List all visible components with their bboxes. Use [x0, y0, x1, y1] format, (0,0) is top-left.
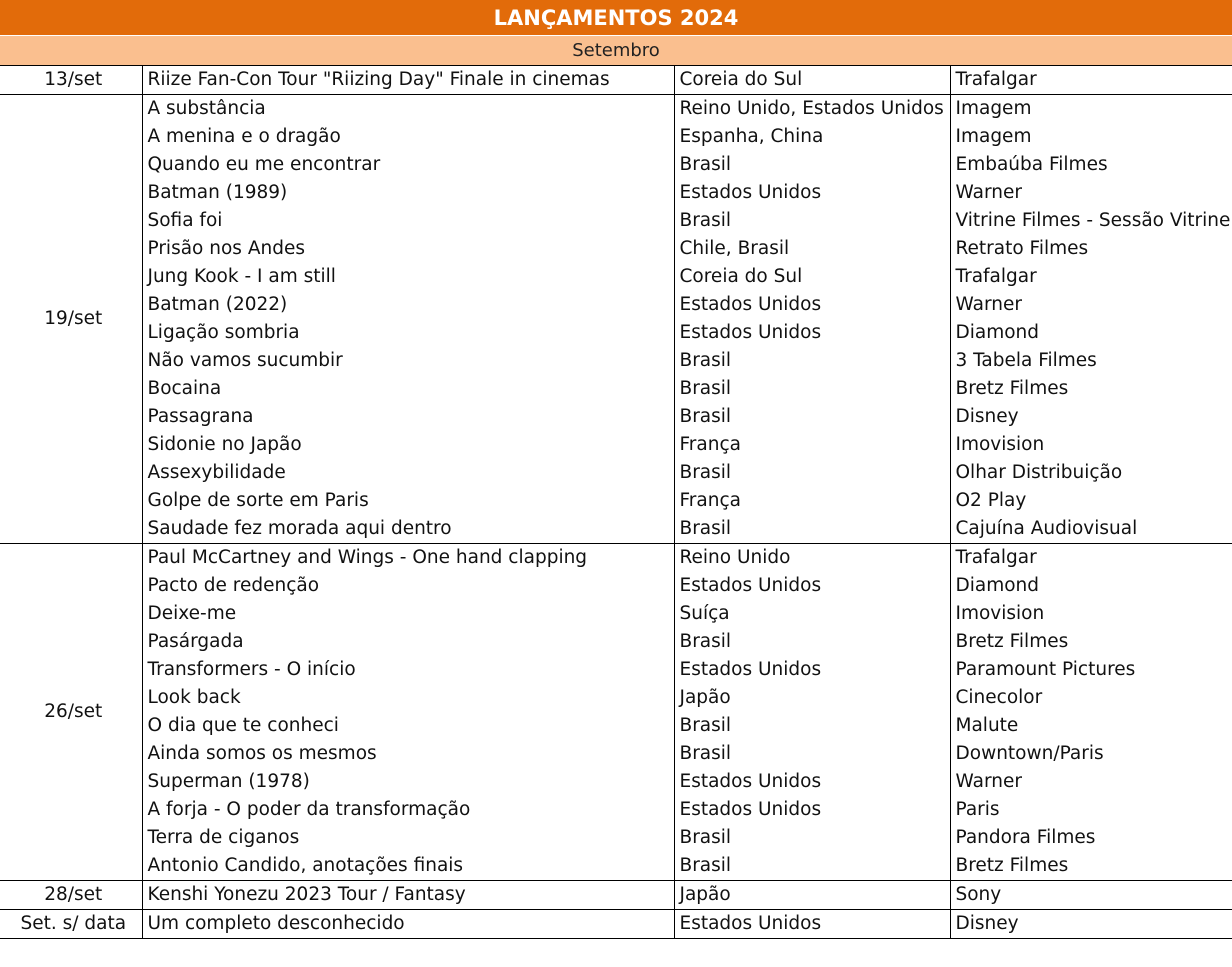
- distributor-cell: Imovision: [955, 434, 1045, 455]
- table-row: [0, 628, 1232, 656]
- table-row: [0, 375, 1232, 403]
- country-cell: Coreia do Sul: [674, 66, 950, 95]
- distributor-cell: Cinecolor: [955, 687, 1043, 708]
- movie-title-cell: Assexybilidade: [142, 459, 674, 487]
- distributor-cell: Imagem: [955, 98, 1032, 119]
- distributor-cell: Diamond: [955, 322, 1040, 343]
- distributor-cell: Paramount Pictures: [955, 659, 1136, 680]
- movie-title-cell: Deixe-me: [142, 600, 674, 628]
- country-cell: Japão: [674, 881, 950, 910]
- country-cell: Reino Unido, Estados Unidos: [674, 95, 950, 124]
- country-cell: França: [674, 431, 950, 459]
- table-row: [0, 852, 1232, 881]
- country-cell: Reino Unido: [674, 544, 950, 573]
- table-row: [0, 487, 1232, 515]
- table-row: [0, 544, 1232, 573]
- table-row: [0, 347, 1232, 375]
- table-row: [0, 319, 1232, 347]
- country-cell: Estados Unidos: [674, 179, 950, 207]
- movie-title-cell: Sidonie no Japão: [142, 431, 674, 459]
- table-row: [0, 207, 1232, 235]
- distributor-cell: Malute: [955, 715, 1019, 736]
- movie-title-cell: A forja - O poder da transformação: [142, 796, 674, 824]
- movie-title-cell: Ainda somos os mesmos: [142, 740, 674, 768]
- country-cell: Estados Unidos: [674, 656, 950, 684]
- table-row: [0, 881, 1232, 910]
- movie-title-cell: Passagrana: [142, 403, 674, 431]
- distributor-cell: Warner: [955, 182, 1022, 203]
- distributor-cell: Warner: [955, 294, 1022, 315]
- movie-title-cell: Paul McCartney and Wings - One hand clapping: [142, 544, 674, 573]
- distributor-cell: Bretz Filmes: [955, 631, 1069, 652]
- movie-title-cell: Batman (2022): [142, 291, 674, 319]
- movie-title-cell: Jung Kook - I am still: [142, 263, 674, 291]
- movie-title-cell: Não vamos sucumbir: [142, 347, 674, 375]
- movie-title-cell: Kenshi Yonezu 2023 Tour / Fantasy: [142, 881, 674, 910]
- release-date-cell: Set. s/ data: [0, 910, 142, 939]
- country-cell: Brasil: [674, 207, 950, 235]
- movie-title-cell: Transformers - O início: [142, 656, 674, 684]
- releases-table: [0, 66, 1232, 939]
- country-cell: Estados Unidos: [674, 572, 950, 600]
- country-cell: Brasil: [674, 852, 950, 881]
- country-cell: Japão: [674, 684, 950, 712]
- distributor-cell: Embaúba Filmes: [955, 154, 1108, 175]
- table-row: [0, 712, 1232, 740]
- movie-title-cell: Pasárgada: [142, 628, 674, 656]
- country-cell: Brasil: [674, 347, 950, 375]
- distributor-cell: Downtown/Paris: [955, 743, 1104, 764]
- distributor-cell: Cajuína Audiovisual: [950, 515, 1232, 544]
- distributor-cell: Vitrine Filmes - Sessão Vitrine: [955, 210, 1231, 231]
- table-row: [0, 291, 1232, 319]
- movie-title-cell: A menina e o dragão: [142, 123, 674, 151]
- distributor-cell: Disney: [955, 406, 1019, 427]
- distributor-cell: Sony: [950, 881, 1232, 910]
- movie-title-cell: Terra de ciganos: [142, 824, 674, 852]
- distributor-cell: Paris: [955, 799, 1000, 820]
- distributor-cell: Diamond: [955, 575, 1040, 596]
- movie-title-cell: Um completo desconhecido: [142, 910, 674, 939]
- movie-title-cell: Look back: [142, 684, 674, 712]
- table-row: [0, 66, 1232, 95]
- distributor-cell: Imagem: [955, 126, 1032, 147]
- movie-title-cell: Riize Fan-Con Tour "Riizing Day" Finale in cinemas: [142, 66, 674, 95]
- movie-title-cell: A substância: [142, 95, 674, 124]
- country-cell: Brasil: [674, 375, 950, 403]
- distributor-cell: Bretz Filmes: [955, 378, 1069, 399]
- country-cell: Brasil: [674, 403, 950, 431]
- distributor-cell: Olhar Distribuição: [955, 462, 1123, 483]
- country-cell: Brasil: [674, 712, 950, 740]
- movie-title-cell: Quando eu me encontrar: [142, 151, 674, 179]
- country-cell: Estados Unidos: [674, 319, 950, 347]
- table-row: [0, 824, 1232, 852]
- table-row: [0, 431, 1232, 459]
- country-cell: Brasil: [674, 628, 950, 656]
- distributor-cell: O2 Play: [955, 490, 1027, 511]
- distributor-cell: Bretz Filmes: [950, 852, 1232, 881]
- month-header: Setembro: [0, 36, 1232, 66]
- country-cell: Brasil: [674, 515, 950, 544]
- distributor-cell: Retrato Filmes: [955, 238, 1089, 259]
- distributor-cell: Disney: [950, 910, 1232, 939]
- country-cell: Brasil: [674, 151, 950, 179]
- table-row: [0, 95, 1232, 124]
- movie-title-cell: Superman (1978): [142, 768, 674, 796]
- sheet-title: LANÇAMENTOS 2024: [0, 0, 1232, 36]
- distributor-cell: Pandora Filmes: [955, 827, 1096, 848]
- movie-title-cell: Ligação sombria: [142, 319, 674, 347]
- release-date-cell: 13/set: [0, 66, 142, 95]
- releases-body: [0, 66, 1232, 939]
- table-row: [0, 910, 1232, 939]
- table-row: [0, 740, 1232, 768]
- table-row: [0, 572, 1232, 600]
- country-cell: Chile, Brasil: [674, 235, 950, 263]
- country-cell: Estados Unidos: [674, 796, 950, 824]
- release-date-cell: 19/set: [0, 95, 142, 544]
- distributor-cell: 3 Tabela Filmes: [955, 350, 1097, 371]
- movie-title-cell: Pacto de redenção: [142, 572, 674, 600]
- table-row: [0, 235, 1232, 263]
- country-cell: Brasil: [674, 740, 950, 768]
- movie-title-cell: Golpe de sorte em Paris: [142, 487, 674, 515]
- table-row: [0, 403, 1232, 431]
- country-cell: Brasil: [674, 459, 950, 487]
- country-cell: Suíça: [674, 600, 950, 628]
- movie-title-cell: Sofia foi: [142, 207, 674, 235]
- country-cell: Coreia do Sul: [674, 263, 950, 291]
- table-row: [0, 459, 1232, 487]
- table-row: [0, 656, 1232, 684]
- release-date-cell: 28/set: [0, 881, 142, 910]
- table-row: [0, 796, 1232, 824]
- distributor-cell: Trafalgar: [950, 66, 1232, 95]
- distributor-cell: Warner: [955, 771, 1022, 792]
- country-cell: Estados Unidos: [674, 910, 950, 939]
- country-cell: Estados Unidos: [674, 768, 950, 796]
- distributor-cell: Trafalgar: [955, 547, 1037, 568]
- movie-title-cell: O dia que te conheci: [142, 712, 674, 740]
- movie-title-cell: Batman (1989): [142, 179, 674, 207]
- country-cell: Espanha, China: [674, 123, 950, 151]
- country-cell: França: [674, 487, 950, 515]
- distributor-cell: Imovision: [955, 603, 1045, 624]
- table-row: [0, 684, 1232, 712]
- table-row: [0, 768, 1232, 796]
- table-row: [0, 179, 1232, 207]
- table-row: [0, 600, 1232, 628]
- distributor-cell: Trafalgar: [955, 266, 1037, 287]
- release-date-cell: 26/set: [0, 544, 142, 881]
- table-row: [0, 123, 1232, 151]
- table-row: [0, 151, 1232, 179]
- table-row: [0, 515, 1232, 544]
- country-cell: Brasil: [674, 824, 950, 852]
- movie-title-cell: Antonio Candido, anotações finais: [142, 852, 674, 881]
- country-cell: Estados Unidos: [674, 291, 950, 319]
- movie-title-cell: Bocaina: [142, 375, 674, 403]
- movie-title-cell: Saudade fez morada aqui dentro: [142, 515, 674, 544]
- table-row: [0, 263, 1232, 291]
- movie-title-cell: Prisão nos Andes: [142, 235, 674, 263]
